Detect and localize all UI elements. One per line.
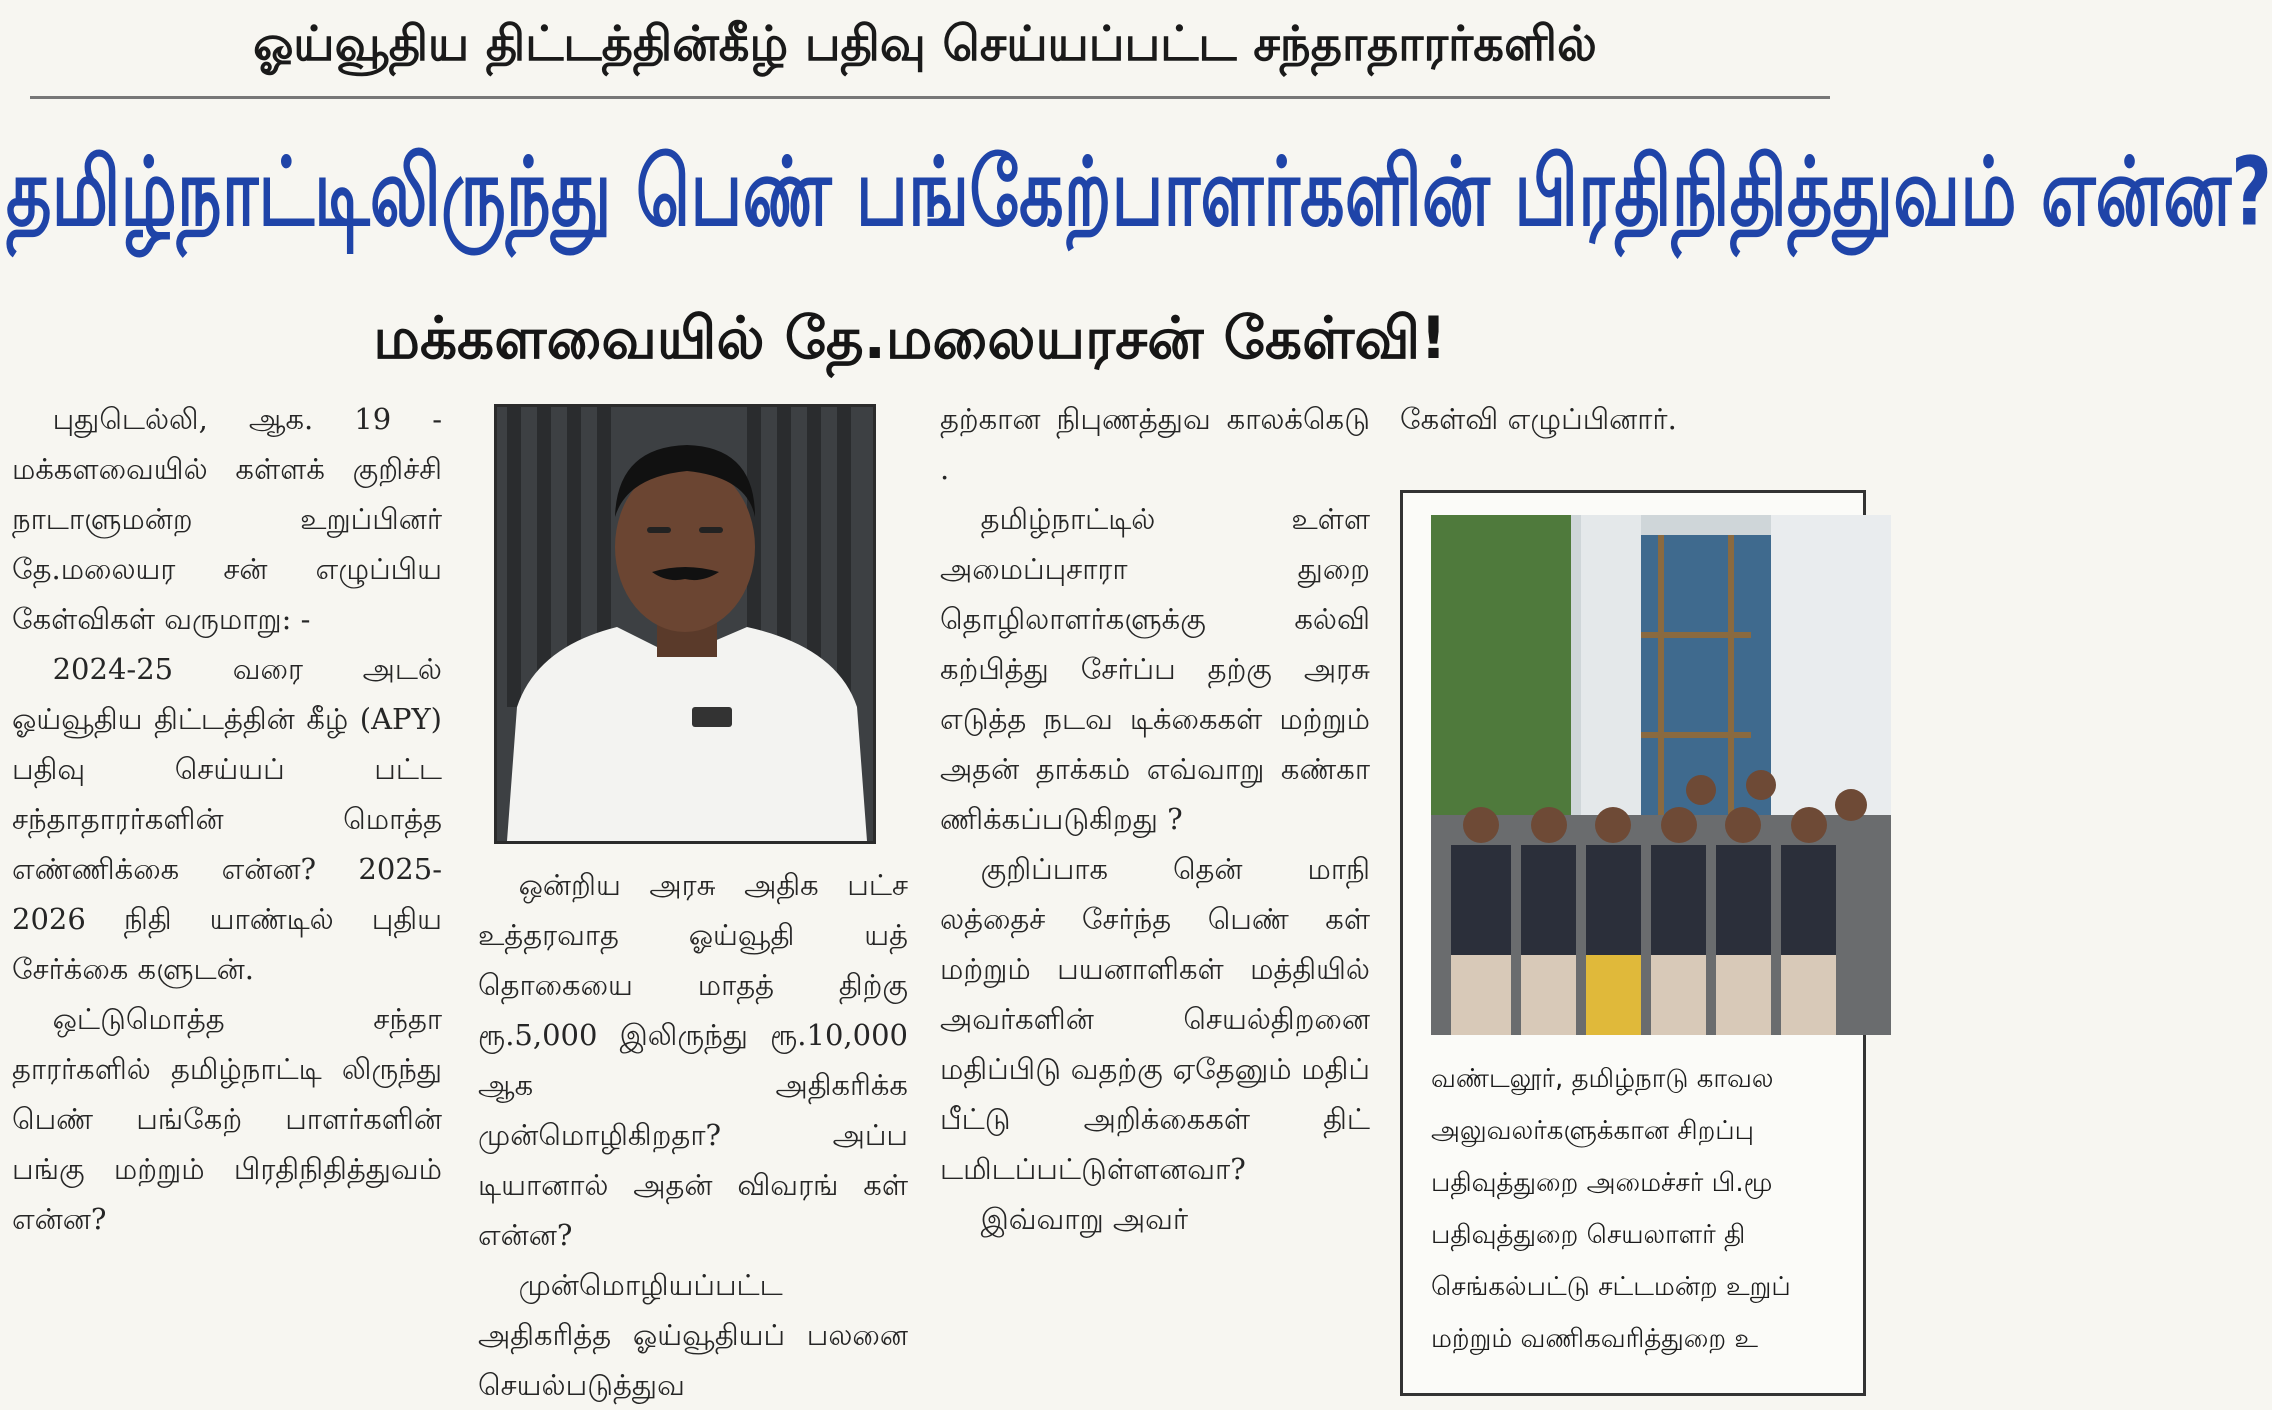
article-column-4-fragment: கேள்வி எழுப்பினார். (1400, 402, 1677, 436)
paragraph: இவ்வாறு அவர் (980, 1202, 1189, 1236)
caption-line: வண்டலூர், தமிழ்நாடு காவல (1431, 1064, 1774, 1094)
paragraph: புதுடெல்லி, ஆக. 19 - மக்களவையில் கள்ளக் குறிச்சி நாடாளுமன்ற உறுப்பினர் தே.மலையர சன் எழுப்பிய கேள்விகள் வருமாறு: - (12, 402, 442, 636)
photo-caption (1431, 1053, 1871, 1365)
paragraph: தமிழ்நாட்டில் உள்ள அமைப்புசாரா துறை தொழிலாளர்களுக்கு கல்வி கற்பித்து சேர்ப்ப தற்கு அரசு எடுத்த நடவ டிக்கைகள் மற்றும் அதன் தாக்கம் எவ்வாறு கண்கா ணிக்கப்படுகிறது ? (940, 502, 1370, 836)
main-headline: தமிழ்நாட்டிலிருந்து பெண் பங்கேற்பாளர்களின் பிரதிநிதித்துவம் என்ன? (6, 136, 2272, 248)
article-column-1 (12, 394, 442, 1394)
caption-line: செங்கல்பட்டு சட்டமன்ற உறுப் (1431, 1272, 1791, 1302)
article-column-3 (940, 394, 1370, 1394)
caption-line: அலுவலர்களுக்கான சிறப்பு (1431, 1116, 1754, 1146)
article-column-2 (478, 860, 908, 1402)
kicker-headline: ஓய்வூதிய திட்டத்தின்கீழ் பதிவு செய்யப்பட்ட சந்தாதாரர்களில் (253, 16, 1597, 72)
paragraph: ஒட்டுமொத்த சந்தா தாரர்களில் தமிழ்நாட்டி லிருந்து பெண் பங்கேற் பாளர்களின் பங்கு மற்றும் பிரதிநிதித்துவம் என்ன? (12, 1002, 442, 1236)
paragraph: ஒன்றிய அரசு அதிக பட்ச உத்தரவாத ஓய்வூதி யத் தொகையை மாதத் திற்கு ரூ.5,000 இலிருந்து ரூ.10,000 ஆக அதிகரிக்க முன்மொழிகிறதா? அப்ப டியானால் அதன் விவரங் கள் என்ன? (478, 868, 908, 1252)
caption-line: பதிவுத்துறை செயலாளர் தி (1431, 1220, 1746, 1250)
caption-line: மற்றும் வணிகவரித்துறை உ (1431, 1324, 1758, 1354)
group-photo (1431, 515, 1891, 1035)
mp-portrait-photo (494, 404, 876, 844)
paragraph: தற்கான நிபுணத்துவ காலக்கெடு . (940, 402, 1370, 486)
paragraph: 2024-25 வரை அடல் ஓய்வூதிய திட்டத்தின் கீழ் (APY) பதிவு செய்யப் பட்ட சந்தாதாரர்களின் மொத்த எண்ணிக்கை என்ன? 2025-2026 நிதி யாண்டில் புதிய சேர்க்கை களுடன். (12, 652, 442, 986)
paragraph: குறிப்பாக தென் மாநி லத்தைச் சேர்ந்த பெண் கள் மற்றும் பயனாளிகள் மத்தியில் அவர்களின் செயல்திறனை மதிப்பிடு வதற்கு ஏதேனும் மதிப் பீட்டு அறிக்கைகள் திட் டமிடப்பட்டுள்ளனவா? (940, 852, 1370, 1186)
caption-line: பதிவுத்துறை அமைச்சர் பி.மூ (1431, 1168, 1773, 1198)
side-story-box (1400, 490, 1866, 1396)
sub-headline: மக்களவையில் தே.மலையரசன் கேள்வி! (373, 304, 1447, 372)
paragraph: முன்மொழியப்பட்ட அதிகரித்த ஓய்வூதியப் பலனை செயல்படுத்துவ (478, 1268, 908, 1402)
